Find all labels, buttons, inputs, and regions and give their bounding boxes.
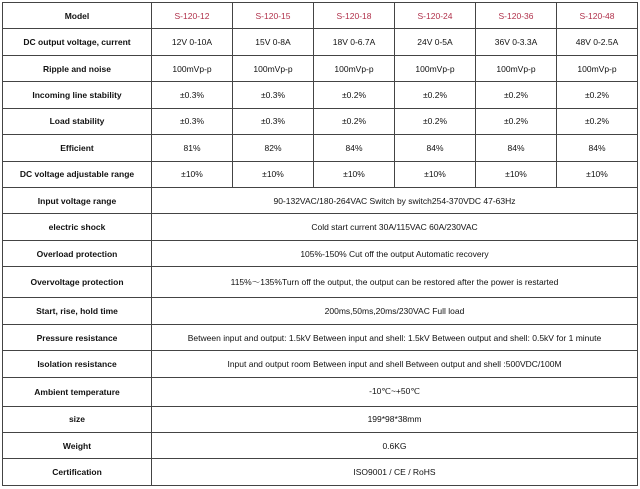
spec-value: 48V 0-2.5A [557,29,638,55]
spec-row [3,324,638,350]
spec-label: Overvoltage protection [3,267,152,298]
spec-row [3,267,638,298]
spec-value: 100mVp-p [476,55,557,81]
spec-label: Overload protection [3,240,152,266]
spec-row [3,135,638,161]
spec-value: 100mVp-p [233,55,314,81]
spec-label: Start, rise, hold time [3,298,152,324]
spec-label: Weight [3,432,152,458]
spec-row [3,29,638,55]
spec-label: Pressure resistance [3,324,152,350]
model-name: S-120-12 [152,3,233,29]
spec-row [3,161,638,187]
spec-value: ±0.3% [233,82,314,108]
model-name: S-120-15 [233,3,314,29]
spec-value: ±0.2% [476,108,557,134]
spec-value: ±10% [557,161,638,187]
spec-value: ±0.3% [233,108,314,134]
model-name: S-120-36 [476,3,557,29]
spec-row [3,108,638,134]
spec-row [3,351,638,377]
spec-value-common: 115%～135%Turn off the output, the output can be restored after the power is restarted [152,267,638,298]
spec-label: DC voltage adjustable range [3,161,152,187]
spec-row [3,432,638,458]
spec-row [3,82,638,108]
spec-value: 84% [395,135,476,161]
spec-value-common: 0.6KG [152,432,638,458]
spec-value: 81% [152,135,233,161]
spec-row [3,55,638,81]
model-name: S-120-18 [314,3,395,29]
spec-value: 84% [314,135,395,161]
model-name: S-120-48 [557,3,638,29]
spec-label: Input voltage range [3,187,152,213]
spec-value-common: 200ms,50ms,20ms/230VAC Full load [152,298,638,324]
spec-value: ±0.2% [314,108,395,134]
model-header-label: Model [3,3,152,29]
spec-row [3,298,638,324]
model-name: S-120-24 [395,3,476,29]
spec-value: ±0.2% [395,108,476,134]
spec-value: 36V 0-3.3A [476,29,557,55]
spec-label: Isolation resistance [3,351,152,377]
spec-value-common: 105%-150% Cut off the output Automatic recovery [152,240,638,266]
spec-value: ±0.2% [557,82,638,108]
spec-row [3,240,638,266]
spec-label: DC output voltage, current [3,29,152,55]
spec-label: Ripple and noise [3,55,152,81]
spec-value-common: Cold start current 30A/115VAC 60A/230VAC [152,214,638,240]
spec-value: 100mVp-p [152,55,233,81]
spec-table-body [3,3,638,486]
spec-value: 100mVp-p [557,55,638,81]
spec-value: 15V 0-8A [233,29,314,55]
spec-value: ±0.2% [476,82,557,108]
spec-value-common: Between input and output: 1.5kV Between input and shell: 1.5kV Between output and shell: 0.5kV for 1 minute [152,324,638,350]
spec-row [3,187,638,213]
spec-row [3,459,638,486]
spec-value: ±0.2% [314,82,395,108]
spec-label: Certification [3,459,152,486]
spec-label: electric shock [3,214,152,240]
spec-label: size [3,406,152,432]
spec-value: ±0.3% [152,108,233,134]
spec-label: Efficient [3,135,152,161]
spec-value: ±0.3% [152,82,233,108]
spec-label: Incoming line stability [3,82,152,108]
spec-value: ±0.2% [557,108,638,134]
spec-label: Load stability [3,108,152,134]
spec-value: ±0.2% [395,82,476,108]
spec-row [3,377,638,406]
spec-value: ±10% [152,161,233,187]
spec-value: ±10% [395,161,476,187]
spec-value: 84% [476,135,557,161]
spec-value: 84% [557,135,638,161]
spec-value-common: 199*98*38mm [152,406,638,432]
spec-value: 24V 0-5A [395,29,476,55]
spec-row [3,214,638,240]
spec-value: 12V 0-10A [152,29,233,55]
spec-value: ±10% [233,161,314,187]
spec-value: ±10% [314,161,395,187]
header-row [3,3,638,29]
spec-value-common: 90-132VAC/180-264VAC Switch by switch254-370VDC 47-63Hz [152,187,638,213]
spec-value: ±10% [476,161,557,187]
spec-row [3,406,638,432]
spec-value-common: Input and output room Between input and shell Between output and shell :500VDC/100M [152,351,638,377]
spec-table [2,2,638,486]
spec-label: Ambient temperature [3,377,152,406]
spec-value-common: ISO9001 / CE / RoHS [152,459,638,486]
spec-value-common: -10℃~+50℃ [152,377,638,406]
spec-value: 100mVp-p [314,55,395,81]
spec-value: 100mVp-p [395,55,476,81]
spec-value: 18V 0-6.7A [314,29,395,55]
spec-value: 82% [233,135,314,161]
